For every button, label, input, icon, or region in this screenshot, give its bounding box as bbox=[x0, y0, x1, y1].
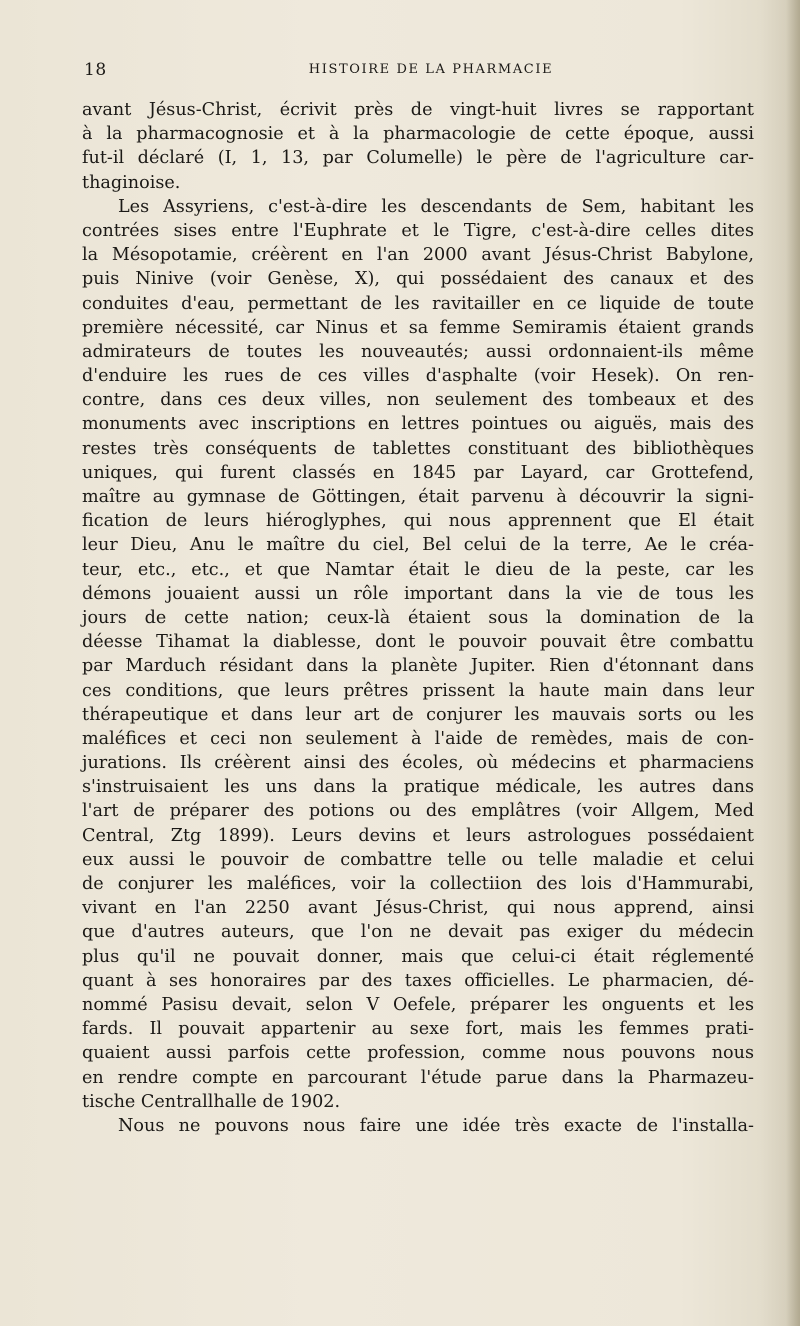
text-line: fards. Il pouvait appartenir au sexe fort, mais les femmes prati- bbox=[82, 1019, 754, 1040]
text-line: contre, dans ces deux villes, non seulement des tombeaux et des bbox=[82, 390, 754, 411]
running-title: HISTOIRE DE LA PHARMACIE bbox=[308, 62, 554, 77]
text-line: leur Dieu, Anu le maître du ciel, Bel celui de la terre, Ae le créa- bbox=[82, 535, 754, 556]
text-line: fut-il déclaré (I, 1, 13, par Columelle) le père de l'agriculture car- bbox=[82, 148, 754, 169]
page-header bbox=[84, 60, 754, 82]
text-line: Central, Ztg 1899). Leurs devins et leurs astrologues possédaient bbox=[82, 825, 754, 846]
text-line: conduites d'eau, permettant de les ravitailler en ce liquide de toute bbox=[82, 293, 754, 314]
text-line: thérapeutique et dans leur art de conjurer les mauvais sorts ou les bbox=[82, 704, 754, 725]
text-line: maléfices et ceci non seulement à l'aide de remèdes, mais de con- bbox=[82, 728, 754, 749]
text-line: teur, etc., etc., et que Namtar était le dieu de la peste, car les bbox=[82, 559, 754, 580]
text-line: restes très conséquents de tablettes constituant des bibliothèques bbox=[82, 438, 754, 459]
text-line: à la pharmacognosie et à la pharmacologie de cette époque, aussi bbox=[82, 124, 754, 145]
text-line: l'art de préparer des potions ou des emplâtres (voir Allgem, Med bbox=[82, 801, 754, 822]
text-line: par Marduch résidant dans la planète Jupiter. Rien d'étonnant dans bbox=[82, 656, 754, 677]
text-line: de conjurer les maléfices, voir la collectiion des lois d'Hammurabi, bbox=[82, 874, 754, 894]
text-line: thaginoise. bbox=[82, 172, 181, 193]
text-line: vivant en l'an 2250 avant Jésus-Christ, qui nous apprend, ainsi bbox=[82, 898, 754, 919]
text-line: déesse Tihamat la diablesse, dont le pouvoir pouvait être combattu bbox=[82, 632, 754, 653]
text-line: ces conditions, que leurs prêtres prissent la haute main dans leur bbox=[82, 680, 754, 701]
page-edge-shadow bbox=[786, 0, 800, 1326]
text-line: eux aussi le pouvoir de combattre telle ou telle maladie et celui bbox=[82, 849, 754, 870]
text-line: la Mésopotamie, créèrent en l'an 2000 avant Jésus-Christ Babylone, bbox=[82, 245, 754, 266]
text-line: tische Centrallhalle de 1902. bbox=[82, 1091, 341, 1112]
text-line: puis Ninive (voir Genèse, X), qui possédaient des canaux et des bbox=[82, 269, 754, 290]
body-text bbox=[82, 98, 754, 1138]
text-line: admirateurs de toutes les nouveautés; aussi ordonnaient-ils même bbox=[82, 341, 754, 362]
text-line: s'instruisaient les uns dans la pratique médicale, les autres dans bbox=[82, 777, 754, 798]
paragraph-first-line: Nous ne pouvons nous faire une idée très exacte de l'installa- bbox=[118, 1115, 754, 1136]
text-line: maître au gymnase de Göttingen, était parvenu à découvrir la signi- bbox=[82, 487, 754, 507]
paragraph-first-line: Les Assyriens, c'est-à-dire les descendants de Sem, habitant les bbox=[118, 196, 754, 217]
text-line: jurations. Ils créèrent ainsi des écoles, où médecins et pharmaciens bbox=[82, 753, 754, 774]
text-line: que d'autres auteurs, que l'on ne devait pas exiger du médecin bbox=[82, 922, 754, 943]
page-number: 18 bbox=[84, 60, 107, 80]
text-line: démons jouaient aussi un rôle important dans la vie de tous les bbox=[82, 583, 754, 604]
text-line: quant à ses honoraires par des taxes officielles. Le pharmacien, dé- bbox=[82, 970, 754, 991]
text-line: monuments avec inscriptions en lettres pointues ou aiguës, mais des bbox=[82, 414, 754, 435]
text-line: plus qu'il ne pouvait donner, mais que celui-ci était réglementé bbox=[82, 946, 754, 967]
text-line: contrées sises entre l'Euphrate et le Tigre, c'est-à-dire celles dites bbox=[82, 220, 754, 241]
text-line: première nécessité, car Ninus et sa femme Semiramis étaient grands bbox=[82, 317, 754, 338]
text-line: en rendre compte en parcourant l'étude parue dans la Pharmazeu- bbox=[82, 1067, 754, 1088]
text-line: nommé Pasisu devait, selon V Oefele, préparer les onguents et les bbox=[82, 994, 754, 1015]
text-line: jours de cette nation; ceux-là étaient sous la domination de la bbox=[82, 607, 754, 628]
text-line: d'enduire les rues de ces villes d'asphalte (voir Hesek). On ren- bbox=[82, 366, 754, 387]
text-line: quaient aussi parfois cette profession, comme nous pouvons nous bbox=[82, 1043, 754, 1064]
text-line: uniques, qui furent classés en 1845 par Layard, car Grottefend, bbox=[82, 462, 754, 483]
text-line: fication de leurs hiéroglyphes, qui nous apprennent que El était bbox=[82, 511, 754, 532]
text-line: avant Jésus-Christ, écrivit près de vingt-huit livres se rapportant bbox=[82, 100, 754, 120]
